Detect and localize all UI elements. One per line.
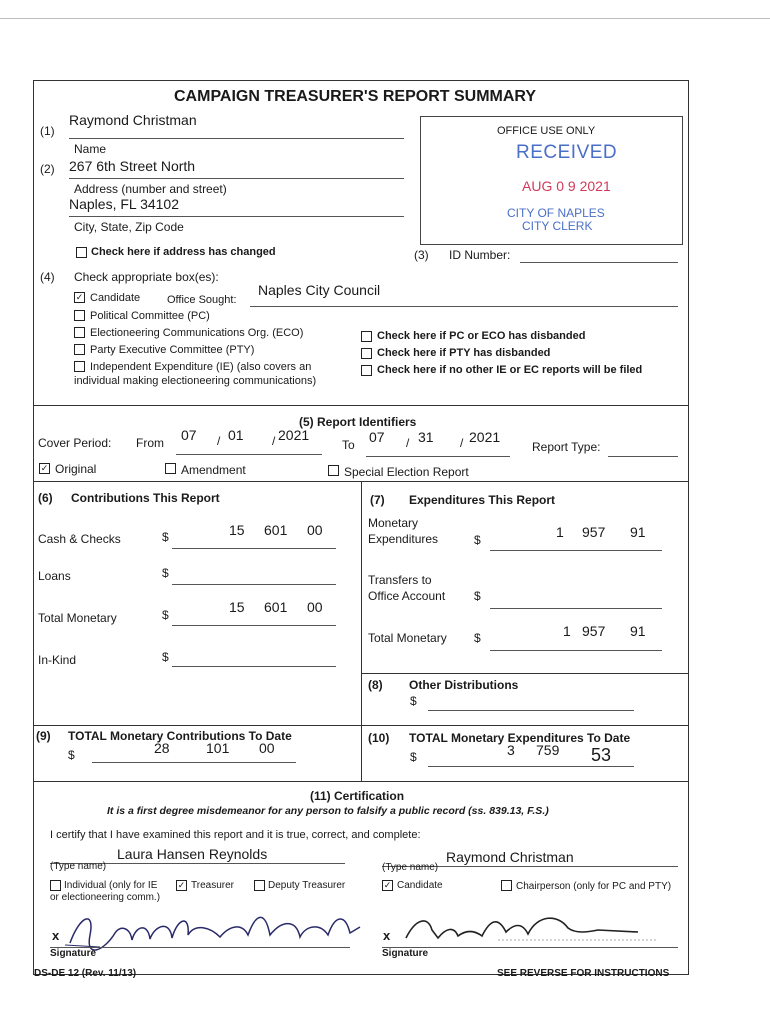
total-units: 601 [264, 599, 288, 615]
section-10-number: (10) [368, 731, 390, 745]
ie-label-2: individual making electioneering communications) [74, 375, 317, 387]
slash: / [406, 436, 410, 450]
address-changed-label: Check here if address has changed [91, 246, 276, 258]
signature-label-right: Signature [382, 948, 429, 959]
dollar-sign: $ [474, 631, 481, 645]
individual-checkbox[interactable] [50, 880, 61, 891]
section-3-number: (3) [414, 248, 429, 262]
check-boxes-label: Check appropriate box(es): [74, 270, 219, 284]
pty-label: Party Executive Committee (PTY) [90, 344, 255, 356]
id-number-field[interactable] [520, 262, 678, 263]
expenditures-title: Expenditures This Report [409, 493, 556, 507]
amendment-checkbox[interactable] [165, 463, 176, 474]
cover-period-label: Cover Period: [38, 436, 112, 450]
ie-label-1: Independent Expenditure (IE) (also covers an [90, 361, 312, 373]
candidate-signature [398, 910, 678, 948]
pty-checkbox[interactable] [74, 344, 85, 355]
treasurer-checkbox[interactable]: ✓ [177, 880, 186, 890]
individual-label: Individual (only for IE [64, 880, 158, 891]
slash: / [460, 436, 464, 450]
address-underline [69, 178, 404, 179]
divider-10-11 [33, 781, 689, 782]
name-label: Name [74, 142, 107, 156]
total-underline [172, 625, 336, 626]
exp-total-thousands: 1 [563, 623, 571, 639]
office-sought-label: Office Sought: [167, 294, 237, 306]
section-2-number: (2) [40, 162, 55, 176]
form-id: DS-DE 12 (Rev. 11/13) [34, 968, 137, 979]
contrib-date-units: 101 [206, 740, 230, 756]
dollar-sign: $ [162, 530, 169, 544]
other-distributions-title: Other Distributions [409, 678, 519, 692]
to-day: 31 [418, 429, 434, 445]
no-other-reports-label: Check here if no other IE or EC reports will be filed [377, 364, 643, 376]
section-7-number: (7) [370, 493, 385, 507]
mon-exp-underline [490, 550, 662, 551]
page-title: CAMPAIGN TREASURER'S REPORT SUMMARY [174, 88, 537, 105]
from-label: From [136, 436, 164, 450]
dollar-sign: $ [162, 566, 169, 580]
slash: / [217, 434, 221, 448]
treasurer-name: Laura Hansen Reynolds [117, 846, 268, 862]
exp-date-underline [428, 766, 634, 767]
stamp-city: CITY OF NAPLES [507, 206, 605, 220]
report-identifiers-heading: (5) Report Identifiers [299, 415, 417, 429]
exp-total-underline [490, 650, 662, 651]
dollar-sign: $ [410, 694, 417, 708]
address-label: Address (number and street) [74, 182, 227, 196]
from-underline [176, 454, 322, 455]
cert-candidate-checkbox[interactable]: ✓ [383, 880, 392, 890]
section-9-number: (9) [36, 729, 51, 743]
address-changed-checkbox[interactable] [76, 247, 87, 258]
dollar-sign: $ [410, 750, 417, 764]
signature-label-left: Signature [50, 948, 97, 959]
original-label: Original [55, 462, 97, 476]
from-year: 2021 [278, 427, 310, 443]
monetary-exp-label-1: Monetary [368, 516, 419, 530]
transfers-label-1: Transfers to [368, 573, 432, 587]
pc-disbanded-label: Check here if PC or ECO has disbanded [377, 330, 586, 342]
office-sought-value: Naples City Council [258, 282, 381, 298]
individual-label-2: or electioneering comm.) [50, 892, 161, 903]
deputy-treasurer-label: Deputy Treasurer [268, 880, 346, 891]
contrib-date-underline [92, 762, 296, 763]
cash-units: 601 [264, 522, 288, 538]
in-kind-underline [172, 666, 336, 667]
total-thousands: 15 [229, 599, 245, 615]
to-label: To [342, 438, 355, 452]
received-date: AUG 0 9 2021 [522, 178, 611, 194]
type-name-right: (Type name) [382, 862, 439, 873]
monetary-exp-label-2: Expenditures [368, 532, 439, 546]
original-checkbox[interactable]: ✓ [40, 463, 49, 473]
contributions-to-date-title: TOTAL Monetary Contributions To Date [68, 729, 292, 743]
total-cents: 00 [307, 599, 323, 615]
city-underline [69, 216, 404, 217]
exp-date-cents: 53 [591, 745, 612, 765]
city-label: City, State, Zip Code [74, 220, 184, 234]
to-month: 07 [369, 429, 385, 445]
signature-x-left: x [52, 928, 60, 943]
loans-underline [172, 584, 336, 585]
amendment-label: Amendment [181, 463, 246, 477]
mon-exp-thousands: 1 [556, 524, 564, 540]
stamp-clerk: CITY CLERK [522, 219, 593, 233]
exp-date-units: 759 [536, 742, 560, 758]
pty-disbanded-label: Check here if PTY has disbanded [377, 347, 551, 359]
dollar-sign: $ [474, 589, 481, 603]
deputy-treasurer-checkbox[interactable] [254, 880, 265, 891]
certify-statement: I certify that I have examined this report and it is true, correct, and complete: [50, 829, 421, 841]
received-stamp-text: RECEIVED [516, 142, 618, 163]
instructions-note: SEE REVERSE FOR INSTRUCTIONS [497, 968, 670, 979]
pty-disbanded-checkbox[interactable] [361, 348, 372, 359]
exp-date-thousands: 3 [507, 742, 515, 758]
eco-checkbox[interactable] [74, 327, 85, 338]
divider-6-9 [33, 725, 689, 726]
section-4-number: (4) [40, 270, 55, 284]
total-monetary-label: Total Monetary [38, 611, 117, 625]
other-distributions-underline [428, 710, 634, 711]
chairperson-label: Chairperson (only for PC and PTY) [516, 881, 672, 892]
transfers-underline [490, 608, 662, 609]
contrib-date-thousands: 28 [154, 740, 170, 756]
to-underline [366, 456, 510, 457]
ie-checkbox[interactable] [74, 361, 85, 372]
contrib-date-cents: 00 [259, 740, 275, 756]
divider-4-5 [33, 405, 689, 406]
candidate-name-value: Raymond Christman [69, 112, 197, 128]
to-year: 2021 [469, 429, 501, 445]
candidate-checkbox[interactable]: ✓ [75, 292, 84, 302]
report-type-field[interactable] [608, 456, 678, 457]
certification-heading: (11) Certification [310, 789, 405, 803]
in-kind-label: In-Kind [38, 653, 77, 667]
special-election-label: Special Election Report [344, 465, 469, 479]
eco-label: Electioneering Communications Org. (ECO) [90, 327, 304, 339]
report-type-label: Report Type: [532, 440, 601, 454]
from-month: 07 [181, 427, 197, 443]
pc-checkbox[interactable] [74, 310, 85, 321]
city-value: Naples, FL 34102 [69, 196, 179, 212]
dollar-sign: $ [474, 533, 481, 547]
id-number-label: ID Number: [449, 248, 511, 262]
pc-label: Political Committee (PC) [90, 310, 210, 322]
section-1-number: (1) [40, 124, 55, 138]
pc-disbanded-checkbox[interactable] [361, 331, 372, 342]
exp-total-cents: 91 [630, 623, 646, 639]
name-underline [69, 138, 404, 139]
slash: / [272, 434, 276, 448]
section-8-number: (8) [368, 678, 383, 692]
loans-label: Loans [38, 569, 71, 583]
transfers-label-2: Office Account [368, 589, 446, 603]
cash-thousands: 15 [229, 522, 245, 538]
cash-cents: 00 [307, 522, 323, 538]
exp-total-units: 957 [582, 623, 606, 639]
type-name-left: (Type name) [50, 861, 107, 872]
office-underline [250, 306, 678, 307]
no-other-reports-checkbox[interactable] [361, 365, 372, 376]
expenditures-to-date-title: TOTAL Monetary Expenditures To Date [409, 731, 631, 745]
candidate-label: Candidate [90, 292, 141, 304]
from-day: 01 [228, 427, 244, 443]
divider-7-8 [361, 673, 689, 674]
cash-underline [172, 548, 336, 549]
dollar-sign: $ [162, 650, 169, 664]
mon-exp-cents: 91 [630, 524, 646, 540]
candidate-signer-name: Raymond Christman [446, 849, 574, 865]
address-value: 267 6th Street North [69, 158, 196, 174]
certification-warning: It is a first degree misdemeanor for any person to falsify a public record (ss. 839.13, F.S.) [107, 805, 549, 817]
office-use-label: OFFICE USE ONLY [497, 125, 596, 137]
section-6-number: (6) [38, 491, 53, 505]
contributions-title: Contributions This Report [71, 491, 220, 505]
dollar-sign: $ [162, 608, 169, 622]
scan-edge [0, 18, 770, 19]
special-election-checkbox[interactable] [328, 465, 339, 476]
chairperson-checkbox[interactable] [501, 880, 512, 891]
cert-candidate-label: Candidate [397, 880, 443, 891]
treasurer-label: Treasurer [191, 880, 234, 891]
dollar-sign: $ [68, 748, 75, 762]
mon-exp-units: 957 [582, 524, 606, 540]
exp-total-label: Total Monetary [368, 631, 447, 645]
divider-6-7 [361, 481, 362, 781]
signature-x-right: x [383, 928, 391, 943]
cash-checks-label: Cash & Checks [38, 532, 121, 546]
